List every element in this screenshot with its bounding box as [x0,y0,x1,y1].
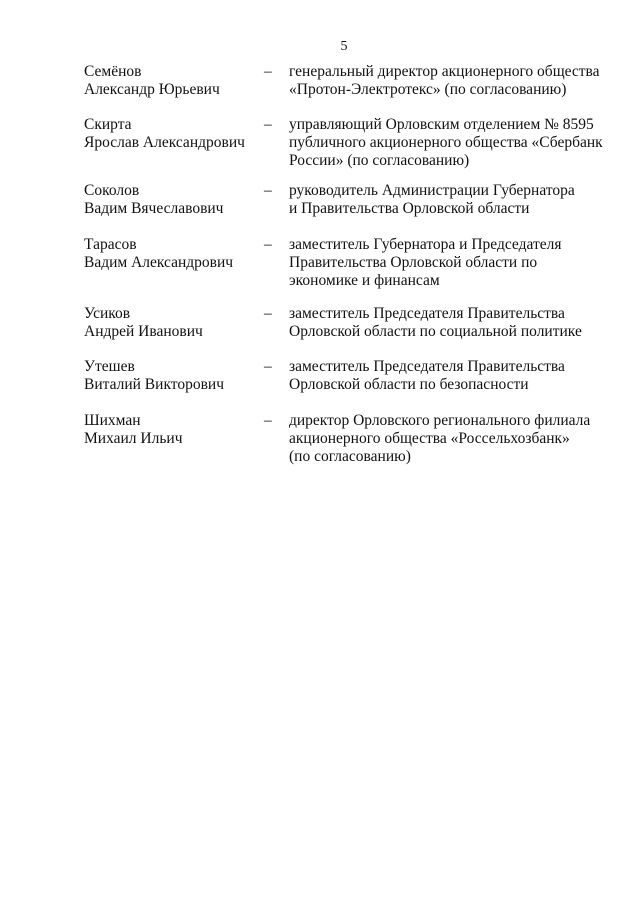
member-name [84,63,259,99]
member-role [289,236,609,290]
role-line: экономике и финансам [289,272,440,289]
member-name [84,182,259,218]
role-line: публичного акционерного общества «Сбербанк [289,134,603,151]
role-line: руководитель Администрации Губернатора [289,182,575,199]
role-line: «Протон-Электротекс» (по согласованию) [289,81,567,98]
member-name [84,236,259,272]
page-number: 5 [340,39,348,54]
member-role [289,182,609,218]
role-line: (по согласованию) [289,448,411,465]
role-line: генеральный директор акционерного общества [289,63,600,80]
role-line: акционерного общества «Россельхозбанк» [289,430,570,447]
member-role [289,305,609,341]
member-given-names: Виталий Викторович [84,376,224,393]
member-surname: Тарасов [84,236,137,253]
role-line: Орловской области по безопасности [289,376,529,393]
dash-separator: – [264,182,272,199]
role-line: Орловской области по социальной политике [289,323,582,340]
role-line: заместитель Губернатора и Председателя [289,236,562,253]
dash-separator: – [264,236,272,253]
member-surname: Семёнов [84,63,142,80]
member-role [289,358,609,394]
member-given-names: Александр Юрьевич [84,81,220,98]
dash-separator: – [264,305,272,322]
member-surname: Соколов [84,182,140,199]
role-line: директор Орловского регионального филиала [289,412,591,429]
member-role [289,412,609,466]
role-line: Правительства Орловской области по [289,254,538,271]
member-given-names: Михаил Ильич [84,430,183,447]
member-surname: Скирта [84,116,132,133]
member-name [84,116,259,152]
dash-separator: – [264,63,272,80]
member-name [84,412,259,448]
member-role [289,63,609,99]
dash-separator: – [264,358,272,375]
member-name [84,305,259,341]
role-line: России» (по согласованию) [289,152,470,169]
member-given-names: Вадим Александрович [84,254,234,271]
role-line: управляющий Орловским отделением № 8595 [289,116,594,133]
member-given-names: Андрей Иванович [84,323,203,340]
role-line: и Правительства Орловской области [289,200,530,217]
dash-separator: – [264,412,272,429]
dash-separator: – [264,116,272,133]
member-surname: Шихман [84,412,141,429]
role-line: заместитель Председателя Правительства [289,305,565,322]
member-surname: Усиков [84,305,131,322]
member-given-names: Ярослав Александрович [84,134,245,151]
member-given-names: Вадим Вячеславович [84,200,224,217]
role-line: заместитель Председателя Правительства [289,358,565,375]
member-name [84,358,259,394]
member-role [289,116,609,170]
member-surname: Утешев [84,358,135,375]
